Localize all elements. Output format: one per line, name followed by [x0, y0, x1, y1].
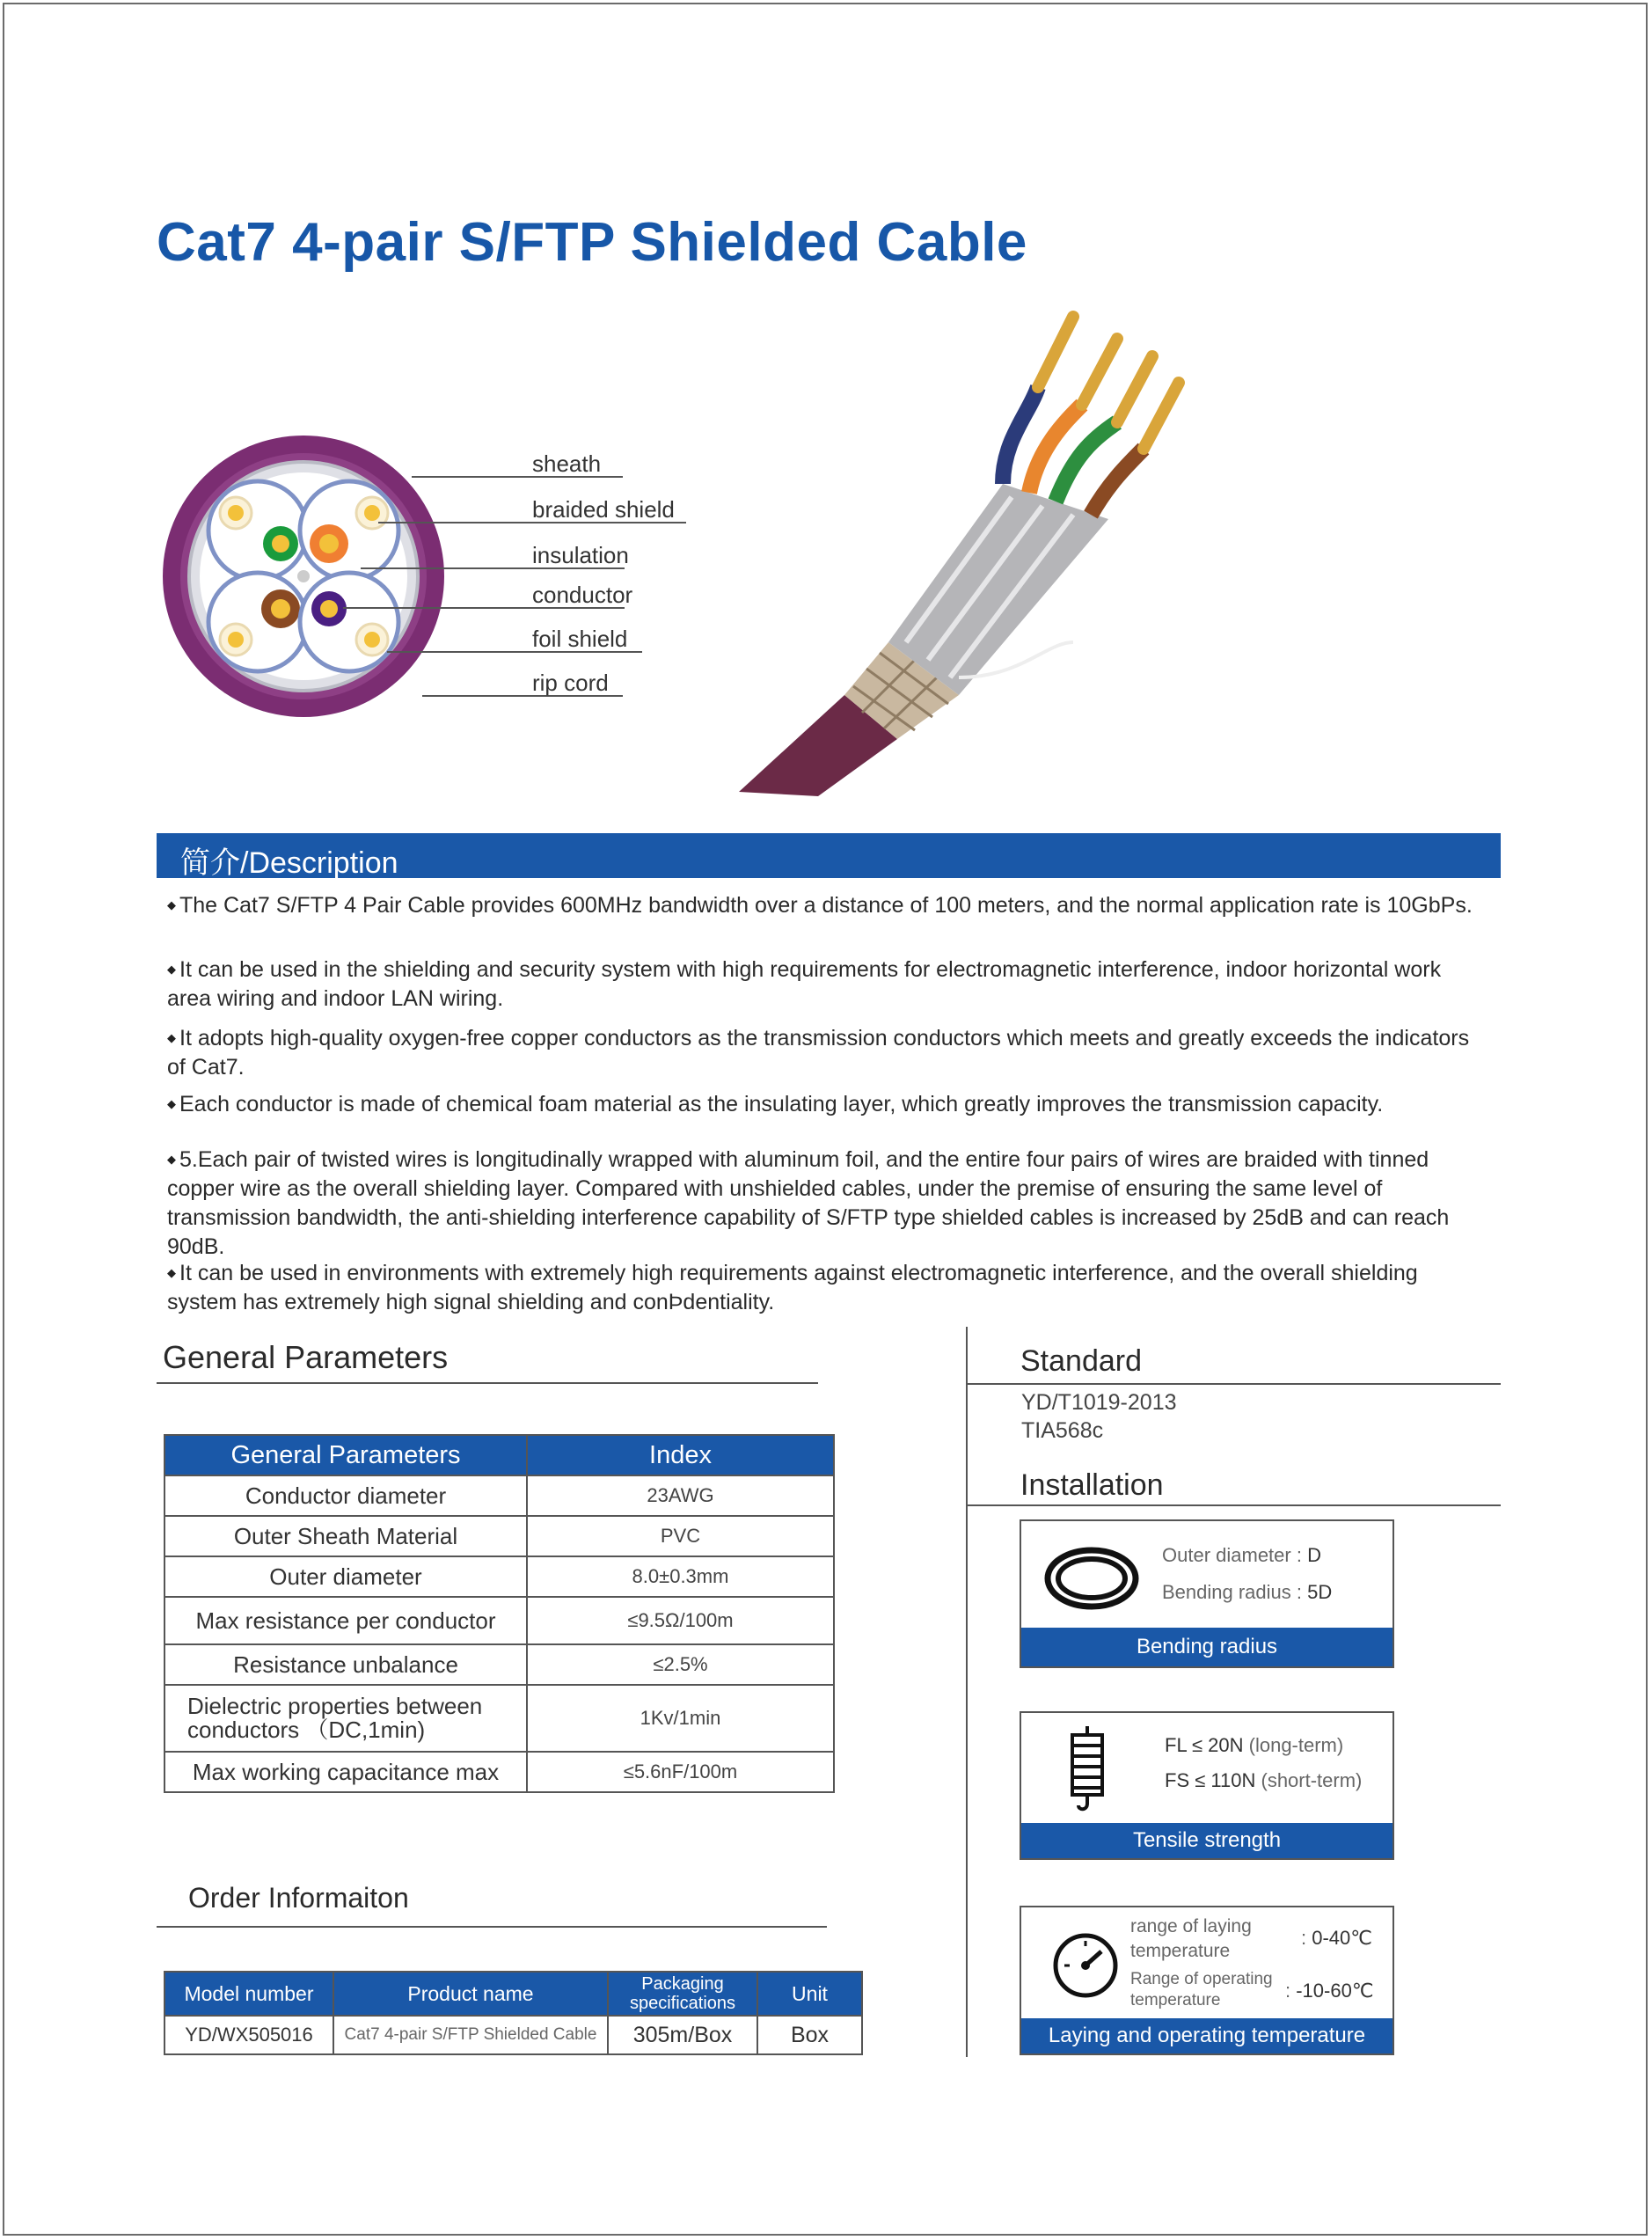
- column-header: General Parameters: [164, 1435, 527, 1475]
- laying-temperature-value: : 0-40℃: [1301, 1927, 1372, 1949]
- standard-heading: Standard: [1020, 1344, 1142, 1378]
- description-bullet-6: ◆ It can be used in environments with extremely high requirements against electromagnetic interference, and the overall shielding system has extremely high signal shielding and conÞdentiality.: [167, 1261, 1418, 1314]
- value-cell: 23AWG: [527, 1475, 834, 1516]
- param-cell: Resistance unbalance: [164, 1644, 527, 1685]
- rip-cord: [297, 570, 310, 582]
- general-parameters-table: [164, 1434, 835, 1793]
- gauge-icon: [1052, 1932, 1119, 1999]
- bullet-diamond-icon: ◆: [167, 898, 176, 911]
- label-rip-cord: rip cord: [532, 670, 609, 696]
- foil-shield-pair-2: [300, 481, 398, 580]
- product-cell: Cat7 4-pair S/FTP Shielded Cable: [333, 2016, 608, 2054]
- table-row: [164, 1597, 834, 1644]
- table-row: [164, 1475, 834, 1516]
- page-title: Cat7 4-pair S/FTP Shielded Cable: [157, 212, 1027, 273]
- foil-shield-pair-4: [300, 573, 398, 671]
- tensile-strength-label: Tensile strength: [1021, 1823, 1393, 1858]
- description-bullet-5: ◆ 5.Each pair of twisted wires is longitudinally wrapped with aluminum foil, and the entire four pairs of wires are braided with tinned copper wire as the overall shielding layer. Compared with unshielded cables, under the premise of ensuring the same level of transmission bandwidth, the anti-shielding interference capability of S/FTP type shielded cables is increased by 25dB and can reach 90dB.: [167, 1147, 1450, 1259]
- table-row: [164, 1685, 834, 1752]
- param-cell: Max working capacitance max: [164, 1752, 527, 1792]
- value-cell: 8.0±0.3mm: [527, 1556, 834, 1597]
- bullet-diamond-icon: ◆: [167, 1031, 176, 1044]
- cable-illustration: [739, 308, 1284, 801]
- coil-icon: [1043, 1543, 1140, 1614]
- description-bullet-4: ◆ Each conductor is made of chemical foam material as the insulating layer, which greatly improves the transmission capacity.: [167, 1092, 1384, 1116]
- general-parameters-rule: [157, 1382, 818, 1384]
- label-sheath: sheath: [532, 450, 602, 477]
- column-header: Index: [527, 1435, 834, 1475]
- model-cell: YD/WX505016: [164, 2016, 333, 2054]
- tensile-strength-card: [1020, 1711, 1394, 1860]
- column-header: Packaging specifications: [608, 1972, 757, 2016]
- description-bullet-2: ◆ It can be used in the shielding and security system with high requirements for electromagnetic interference, indoor horizontal work area wiring and indoor LAN wiring.: [167, 957, 1442, 1011]
- description-bullet-3: ◆ It adopts high-quality oxygen-free copper conductors as the transmission conductors which meets and greatly exceeds the indicators of Cat7.: [167, 1026, 1470, 1080]
- foil-shield-pair-1: [208, 481, 307, 580]
- column-header: Model number: [164, 1972, 333, 2016]
- bullet-diamond-icon: ◆: [167, 1153, 176, 1166]
- bullet-diamond-icon: ◆: [167, 1266, 176, 1279]
- param-cell: Max resistance per conductor: [164, 1597, 527, 1644]
- installation-heading: Installation: [1020, 1468, 1164, 1502]
- general-parameters-heading: General Parameters: [163, 1339, 449, 1375]
- standard-rule: [966, 1383, 1501, 1385]
- description-bullet-1: ◆ The Cat7 S/FTP 4 Pair Cable provides 600MHz bandwidth over a distance of 100 meters, and the normal application rate is 10GbPs.: [167, 893, 1473, 918]
- value-cell: PVC: [527, 1516, 834, 1556]
- standard-item: YD/T1019-2013: [1021, 1390, 1177, 1415]
- order-information-rule: [157, 1926, 827, 1928]
- laying-temperature-label: range of laying temperature: [1130, 1916, 1252, 1961]
- operating-temperature-value: : -10-60℃: [1285, 1980, 1374, 2002]
- param-cell: Conductor diameter: [164, 1475, 527, 1516]
- wire-brown: [1091, 449, 1144, 515]
- table-row: [164, 1556, 834, 1597]
- label-foil-shield: foil shield: [532, 626, 628, 652]
- value-cell: ≤5.6nF/100m: [527, 1752, 834, 1792]
- operating-temperature-label: Range of operating temperature: [1130, 1970, 1273, 2009]
- spring-scale-icon: [1065, 1726, 1109, 1814]
- value-cell: 1Kv/1min: [527, 1685, 834, 1752]
- table-row: [164, 2016, 862, 2054]
- outer-diameter-row: Outer diameter : D: [1162, 1544, 1321, 1566]
- temperature-label: Laying and operating temperature: [1021, 2018, 1393, 2053]
- fl-row: FL ≤ 20N (long-term): [1165, 1734, 1344, 1756]
- bending-radius-row: Bending radius : 5D: [1162, 1581, 1333, 1603]
- installation-rule: [966, 1504, 1501, 1506]
- order-information-heading: Order Informaiton: [188, 1882, 409, 1914]
- packaging-cell: 305m/Box: [608, 2016, 757, 2054]
- param-cell: Outer diameter: [164, 1556, 527, 1597]
- table-header-row: [164, 1435, 834, 1475]
- value-cell: ≤2.5%: [527, 1644, 834, 1685]
- label-braided-shield: braided shield: [532, 496, 675, 523]
- param-cell: Outer Sheath Material: [164, 1516, 527, 1556]
- table-header-row: [164, 1972, 862, 2016]
- foil-shield-pair-3: [208, 573, 307, 671]
- param-cell: Dielectric properties between conductors （DC,1min): [164, 1685, 527, 1752]
- label-insulation: insulation: [532, 542, 629, 568]
- bullet-diamond-icon: ◆: [167, 963, 176, 976]
- column-header: Product name: [333, 1972, 608, 2016]
- table-row: [164, 1516, 834, 1556]
- description-heading: 简介/Description: [180, 846, 398, 880]
- order-information-table: [164, 1971, 863, 2055]
- table-row: [164, 1644, 834, 1685]
- label-conductor: conductor: [532, 582, 633, 608]
- bullet-diamond-icon: ◆: [167, 1097, 176, 1110]
- standard-item: TIA568c: [1021, 1418, 1104, 1443]
- temperature-card: [1020, 1906, 1394, 2055]
- unit-cell: Box: [757, 2016, 862, 2054]
- value-cell: ≤9.5Ω/100m: [527, 1597, 834, 1644]
- table-row: [164, 1752, 834, 1792]
- bending-radius-card: [1020, 1519, 1394, 1668]
- column-divider: [966, 1327, 968, 2057]
- bending-radius-label: Bending radius: [1021, 1628, 1393, 1666]
- column-header: Unit: [757, 1972, 862, 2016]
- fs-row: FS ≤ 110N (short-term): [1165, 1769, 1363, 1791]
